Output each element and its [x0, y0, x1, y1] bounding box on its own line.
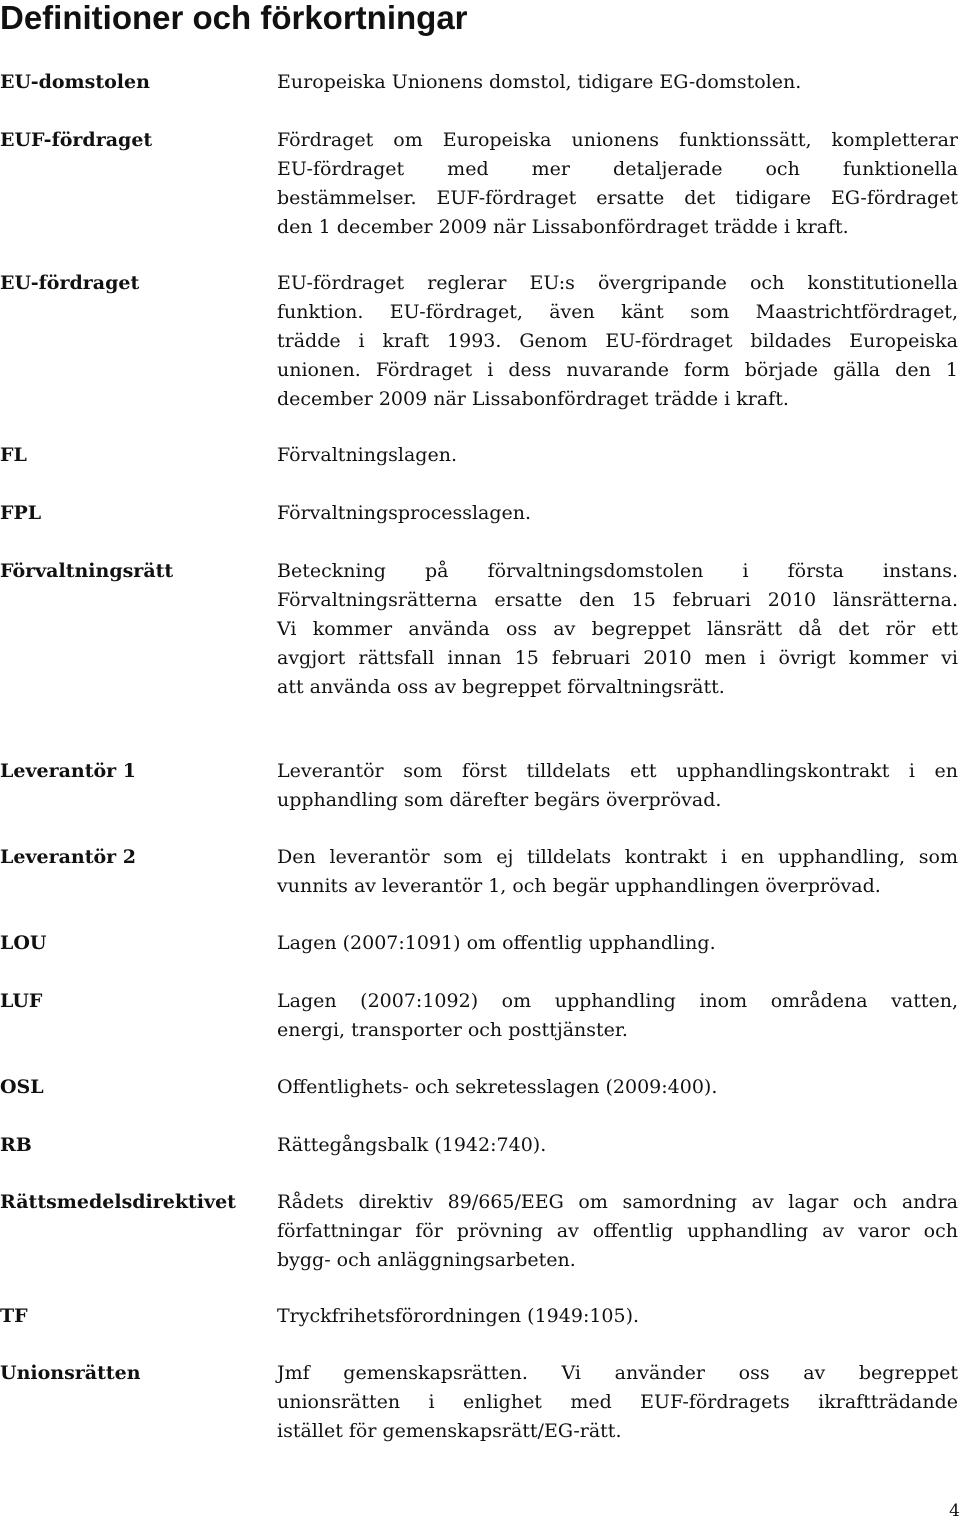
- definition-line: Offentlighets- och sekretesslagen (2009:400).: [277, 1076, 718, 1098]
- definition-line: Jmf gemenskapsrätten. Vi använder oss av begreppet: [277, 1362, 958, 1384]
- definition-term: EU-fördraget: [0, 272, 140, 294]
- definition-text: [277, 1188, 958, 1275]
- definition-term: RB: [0, 1134, 32, 1156]
- definition-term: TF: [0, 1305, 28, 1327]
- definition-line: funktion. EU-fördraget, även känt som Maastrichtfördraget,: [277, 301, 958, 323]
- definition-line: trädde i kraft 1993. Genom EU-fördraget bildades Europeiska: [277, 330, 958, 352]
- definition-text: [277, 126, 958, 242]
- definition-line: istället för gemenskapsrätt/EG-rätt.: [277, 1420, 622, 1442]
- definition-line: Tryckfrihetsförordningen (1949:105).: [277, 1305, 640, 1327]
- definition-line: Rättegångsbalk (1942:740).: [277, 1134, 547, 1156]
- definition-term: FL: [0, 444, 27, 466]
- definition-term: Leverantör 2: [0, 846, 137, 868]
- definition-line: Den leverantör som ej tilldelats kontrakt i en upphandling, som: [277, 846, 958, 868]
- definition-line: den 1 december 2009 när Lissabonfördraget trädde i kraft.: [277, 216, 849, 238]
- definition-line: Beteckning på förvaltningsdomstolen i första instans.: [277, 560, 958, 582]
- definition-line: EU-fördraget med mer detaljerade och funktionella: [277, 158, 958, 180]
- definition-text: [277, 757, 958, 815]
- definition-line: bestämmelser. EUF-fördraget ersatte det tidigare EG-fördraget: [277, 187, 958, 209]
- definition-line: Europeiska Unionens domstol, tidigare EG-domstolen.: [277, 71, 802, 93]
- definition-line: Leverantör som först tilldelats ett upphandlingskontrakt i en: [277, 760, 958, 782]
- definition-term: LUF: [0, 990, 43, 1012]
- definition-line: Förvaltningsprocesslagen.: [277, 502, 532, 524]
- definition-line: avgjort rättsfall innan 15 februari 2010 men i övrigt kommer vi: [277, 647, 958, 669]
- definition-term: Leverantör 1: [0, 760, 137, 782]
- definition-line: Förvaltningsrätterna ersatte den 15 februari 2010 länsrätterna.: [277, 589, 958, 611]
- definition-text: [277, 1359, 958, 1446]
- definition-term: Unionsrätten: [0, 1362, 141, 1384]
- definition-text: [277, 1073, 958, 1102]
- definition-term: Rättsmedelsdirektivet: [0, 1191, 236, 1213]
- definition-line: upphandling som därefter begärs överprövad.: [277, 789, 722, 811]
- definition-line: unionsrätten i enlighet med EUF-fördragets ikraftträdande: [277, 1391, 958, 1413]
- definition-term: EU-domstolen: [0, 71, 150, 93]
- definition-term: Förvaltningsrätt: [0, 560, 174, 582]
- definition-term: FPL: [0, 502, 42, 524]
- definition-line: Lagen (2007:1092) om upphandling inom områdena vatten,: [277, 990, 958, 1012]
- definition-text: [277, 499, 958, 528]
- definition-line: författningar för prövning av offentlig upphandling av varor och: [277, 1220, 958, 1242]
- definition-term: OSL: [0, 1076, 44, 1098]
- definition-term: LOU: [0, 932, 47, 954]
- definition-text: [277, 987, 958, 1045]
- definition-line: att använda oss av begreppet förvaltningsrätt.: [277, 676, 725, 698]
- definition-line: Förvaltningslagen.: [277, 444, 457, 466]
- definition-text: [277, 1131, 958, 1160]
- definition-line: Lagen (2007:1091) om offentlig upphandling.: [277, 932, 716, 954]
- definition-line: Rådets direktiv 89/665/EEG om samordning av lagar och andra: [277, 1191, 958, 1213]
- definition-line: bygg- och anläggningsarbeten.: [277, 1249, 576, 1271]
- definition-line: unionen. Fördraget i dess nuvarande form började gälla den 1: [277, 359, 958, 381]
- definition-text: [277, 269, 958, 414]
- definition-line: vunnits av leverantör 1, och begär upphandlingen överprövad.: [277, 875, 881, 897]
- definition-line: Vi kommer använda oss av begreppet länsrätt då det rör ett: [277, 618, 958, 640]
- definition-text: [277, 843, 958, 901]
- page-number: 4: [949, 1501, 960, 1521]
- definition-text: [277, 68, 958, 97]
- page-title: Definitioner och förkortningar: [0, 0, 468, 36]
- definition-line: december 2009 när Lissabonfördraget trädde i kraft.: [277, 388, 789, 410]
- definition-term: EUF-fördraget: [0, 129, 153, 151]
- definition-line: EU-fördraget reglerar EU:s övergripande och konstitutionella: [277, 272, 958, 294]
- definition-line: energi, transporter och posttjänster.: [277, 1019, 628, 1041]
- definition-text: [277, 557, 958, 702]
- definition-text: [277, 929, 958, 958]
- definition-text: [277, 441, 958, 470]
- definition-text: [277, 1302, 958, 1331]
- definition-line: Fördraget om Europeiska unionens funktionssätt, kompletterar: [277, 129, 958, 151]
